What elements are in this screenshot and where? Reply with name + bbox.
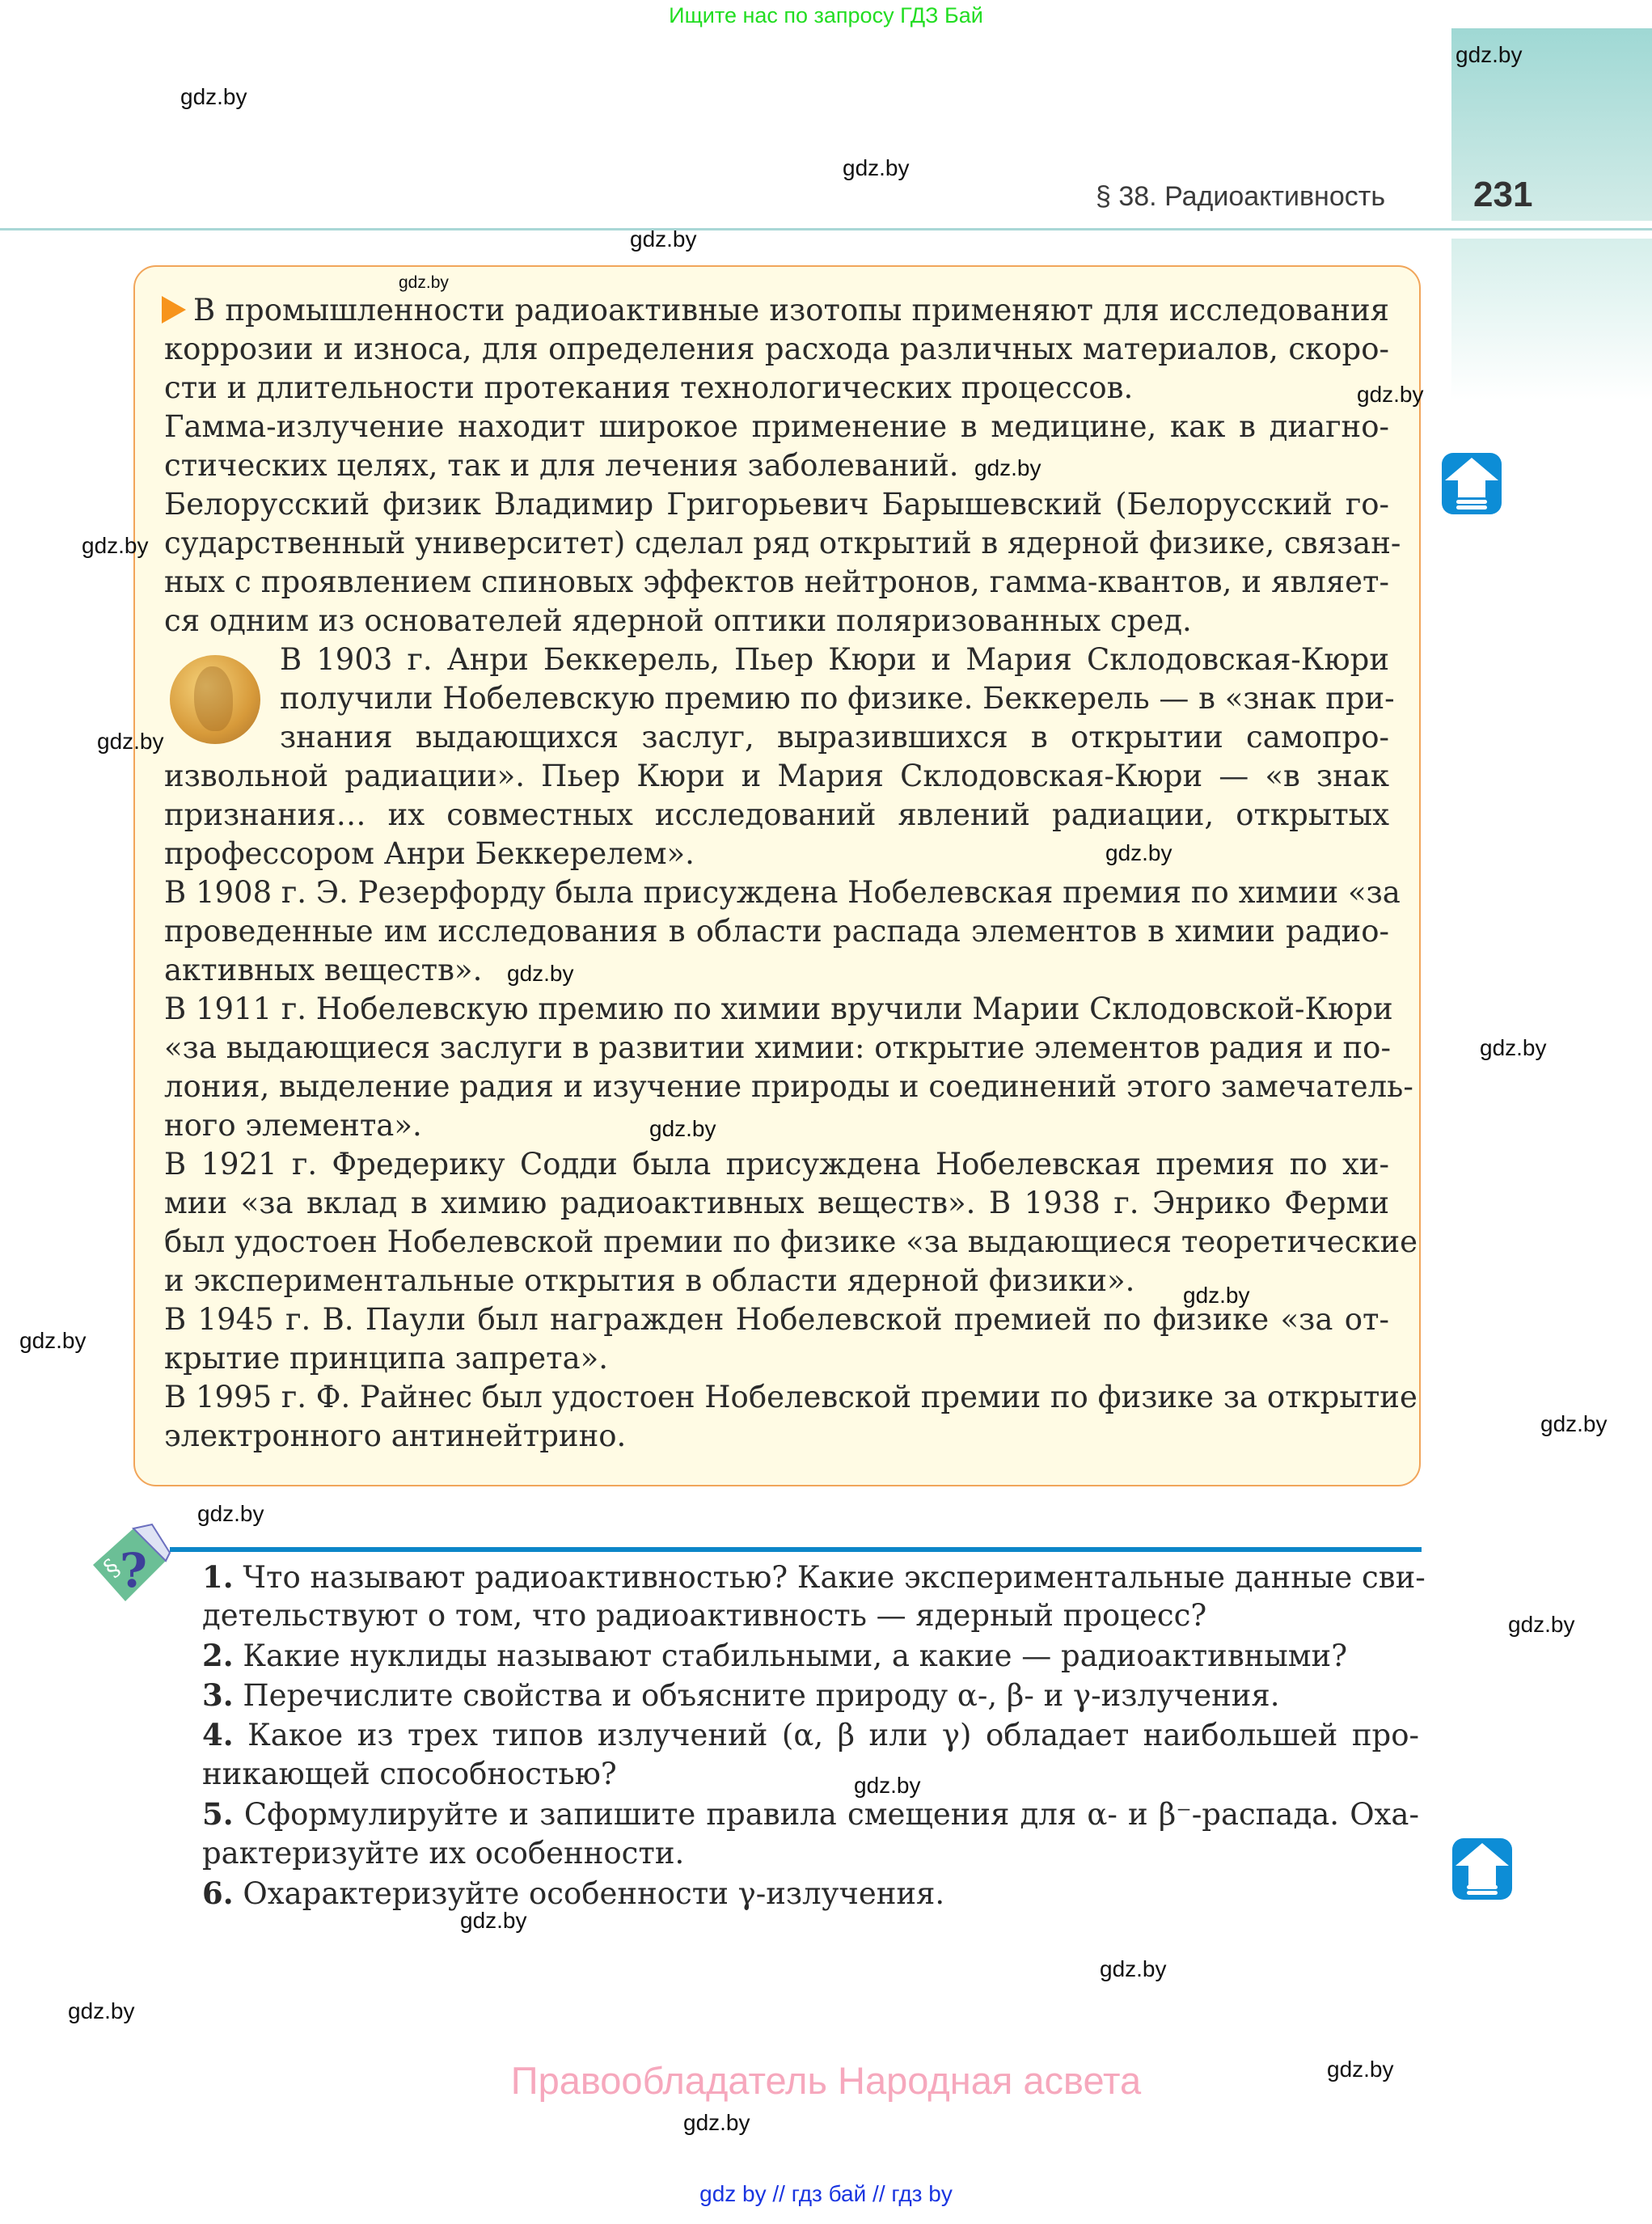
text-line: мии «за вклад в химию радиоактивных веществ». В 1938 г. Энрико Ферми bbox=[164, 1186, 1389, 1220]
question-text: Какие нуклиды называют стабильными, а какие — радиоактивными? bbox=[243, 1638, 1348, 1673]
watermark: gdz.by bbox=[460, 1908, 527, 1933]
text-line: и экспериментальные открытия в области ядерной физики». bbox=[164, 1263, 1135, 1298]
header-divider bbox=[0, 228, 1652, 230]
watermark: gdz.by bbox=[649, 1116, 716, 1141]
question-item-1 bbox=[202, 1558, 1426, 1596]
text-line: В промышленности радиоактивные изотопы применяют для исследования bbox=[193, 293, 1389, 328]
nobel-medal-icon bbox=[170, 655, 260, 744]
svg-text:?: ? bbox=[120, 1543, 147, 1598]
text-line: признания… их совместных исследований явлений радиации, открытых bbox=[164, 797, 1389, 832]
svg-text:§: § bbox=[98, 1553, 126, 1583]
watermark: gdz.by bbox=[68, 1998, 135, 2023]
watermark: gdz.by bbox=[683, 2110, 750, 2135]
watermark: gdz.by bbox=[1480, 1035, 1547, 1060]
running-title: § 38. Радиоактивность bbox=[1096, 181, 1386, 212]
question-item-3 bbox=[202, 1676, 1280, 1715]
text-line: В 1903 г. Анри Беккерель, Пьер Кюри и Мария Склодовская-Кюри bbox=[280, 642, 1389, 677]
watermark: gdz.by bbox=[1327, 2057, 1394, 2082]
question-item-5-cont: рактеризуйте их особенности. bbox=[202, 1836, 685, 1871]
watermark: gdz.by bbox=[197, 1501, 264, 1526]
text-line: крытие принципа запрета». bbox=[164, 1341, 609, 1376]
text-line: извольной радиации». Пьер Кюри и Мария Склодовская-Кюри — «в знак bbox=[164, 759, 1389, 793]
text-line: ного элемента». bbox=[164, 1108, 422, 1143]
search-banner: Ищите нас по запросу ГДЗ Бай bbox=[669, 3, 983, 27]
text-line: В 1995 г. Ф. Райнес был удостоен Нобелевской премии по физике за открытие bbox=[164, 1380, 1418, 1414]
copyright-notice: Правообладатель Народная асвета bbox=[510, 2059, 1142, 2102]
text-line: В 1921 г. Фредерику Содди была присуждена Нобелевская премия по хи- bbox=[164, 1147, 1389, 1182]
question-number: 2. bbox=[202, 1638, 234, 1673]
watermark: gdz.by bbox=[1183, 1283, 1250, 1308]
watermark: gdz.by bbox=[180, 84, 247, 109]
text-line: Гамма-излучение находит широкое применение в медицине, как в диагно- bbox=[164, 409, 1389, 444]
watermark: gdz.by bbox=[974, 455, 1041, 480]
question-number: 5. bbox=[202, 1796, 234, 1832]
question-number: 4. bbox=[202, 1717, 234, 1753]
page-number: 231 bbox=[1473, 175, 1533, 214]
watermark: gdz.by bbox=[630, 226, 697, 252]
watermark: gdz.by bbox=[843, 155, 910, 180]
questions-divider bbox=[170, 1547, 1422, 1552]
watermark: gdz.by bbox=[97, 729, 164, 754]
text-line: В 1908 г. Э. Резерфорду была присуждена Нобелевская премия по химии «за bbox=[164, 875, 1401, 910]
watermark: gdz.by bbox=[1105, 840, 1172, 865]
text-line: профессором Анри Беккерелем». bbox=[164, 836, 695, 871]
question-text: Перечислите свойства и объясните природу α-, β- и γ-излучения. bbox=[243, 1678, 1280, 1713]
question-item-6 bbox=[202, 1874, 944, 1913]
watermark: gdz.by bbox=[82, 533, 149, 558]
text-line: стических целях, так и для лечения заболеваний. bbox=[164, 448, 959, 483]
text-line: В 1911 г. Нобелевскую премию по химии вручили Марии Склодовской-Кюри bbox=[164, 991, 1393, 1026]
text-line: Белорусский физик Владимир Григорьевич Барышевский (Белорусский го- bbox=[164, 487, 1389, 522]
text-line: лония, выделение радия и изучение природы и соединений этого замечатель- bbox=[164, 1069, 1413, 1104]
question-number: 3. bbox=[202, 1677, 234, 1713]
home-up-icon[interactable] bbox=[1442, 453, 1502, 514]
text-line: ся одним из основателей ядерной оптики поляризованных сред. bbox=[164, 603, 1192, 638]
watermark: gdz.by bbox=[1357, 382, 1424, 407]
text-line: «за выдающиеся заслуги в развитии химии: открытие элементов радия и по- bbox=[164, 1030, 1391, 1065]
watermark: gdz.by bbox=[1508, 1612, 1575, 1637]
questions-icon bbox=[89, 1520, 178, 1609]
text-line: коррозии и износа, для определения расхода различных материалов, скоро- bbox=[164, 332, 1389, 366]
text-line: был удостоен Нобелевской премии по физике «за выдающиеся теоретические bbox=[164, 1224, 1418, 1259]
question-text: Какое из трех типов излучений (α, β или γ) обладает наибольшей про- bbox=[247, 1718, 1419, 1753]
text-line: ных с проявлением спиновых эффектов нейтронов, гамма-квантов, и являет- bbox=[164, 564, 1389, 599]
text-line: знания выдающихся заслуг, выразившихся в открытии самопро- bbox=[280, 720, 1389, 755]
question-item-2 bbox=[202, 1636, 1347, 1675]
watermark: gdz.by bbox=[1100, 1956, 1167, 1981]
arrow-marker-icon bbox=[162, 296, 186, 323]
question-number: 6. bbox=[202, 1875, 234, 1911]
page-side-panel bbox=[1451, 239, 1652, 400]
text-line: В 1945 г. В. Паули был награжден Нобелевской премией по физике «за от- bbox=[164, 1302, 1389, 1337]
question-item-1-cont: детельствуют о том, что радиоактивность — ядерный процесс? bbox=[202, 1598, 1207, 1633]
text-line: активных веществ». bbox=[164, 953, 483, 987]
text-line: проведенные им исследования в области распада элементов в химии радио- bbox=[164, 914, 1389, 949]
watermark: gdz.by bbox=[507, 961, 574, 986]
home-up-icon[interactable] bbox=[1452, 1838, 1512, 1900]
question-item-4-cont: никающей способностью? bbox=[202, 1757, 617, 1791]
text-line: сти и длительности протекания технологических процессов. bbox=[164, 370, 1134, 405]
text-line: получили Нобелевскую премию по физике. Беккерель — в «знак при- bbox=[280, 681, 1395, 716]
question-item-5 bbox=[202, 1795, 1419, 1833]
question-text: Охарактеризуйте особенности γ-излучения. bbox=[243, 1876, 945, 1911]
question-text: Сформулируйте и запишите правила смещения для α- и β⁻-распада. Оха- bbox=[243, 1797, 1419, 1832]
question-item-4 bbox=[202, 1715, 1419, 1754]
watermark: gdz.by bbox=[19, 1328, 87, 1353]
watermark: gdz.by bbox=[1456, 42, 1523, 67]
text-line: электронного антинейтрино. bbox=[164, 1419, 627, 1453]
text-line: сударственный университет) сделал ряд открытий в ядерной физике, связан- bbox=[164, 526, 1401, 560]
watermark: gdz.by bbox=[854, 1773, 921, 1798]
site-links[interactable]: gdz by // гдз бай // гдз by bbox=[699, 2181, 953, 2206]
question-number: 1. bbox=[202, 1559, 234, 1595]
watermark: gdz.by bbox=[1540, 1411, 1608, 1436]
question-text: Что называют радиоактивностью? Какие экспериментальные данные сви- bbox=[243, 1560, 1426, 1595]
watermark: gdz.by bbox=[399, 273, 449, 292]
